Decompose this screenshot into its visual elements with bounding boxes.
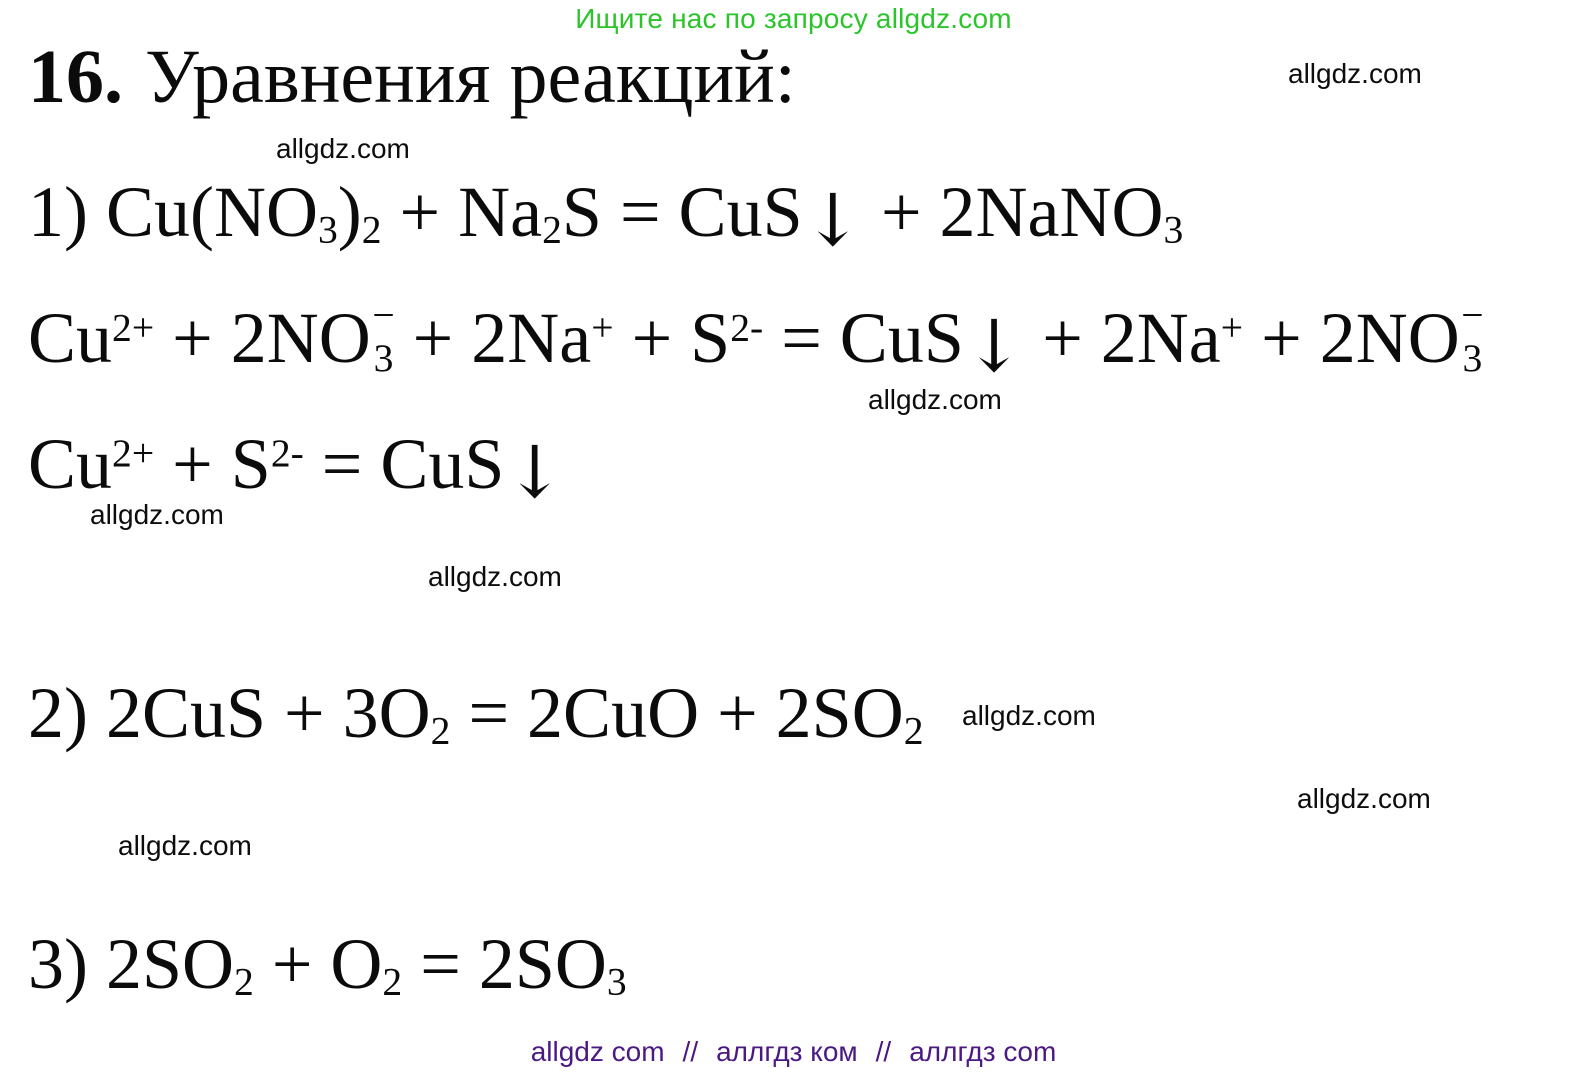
watermark: allgdz.com (276, 133, 410, 164)
watermark: allgdz.com (1297, 783, 1431, 814)
footer-link-allgdz: allgdz com (530, 1036, 665, 1067)
watermark: allgdz.com (868, 384, 1002, 415)
footer-link-allgdz-ru-2: аллгдз com (909, 1036, 1057, 1067)
precipitate-down-arrow: ↓ (802, 178, 863, 263)
precipitate-down-arrow: ↓ (504, 430, 565, 515)
footer-link-allgdz-ru-1: аллгдз ком (716, 1036, 858, 1067)
task-title-text: Уравнения реакций: (145, 35, 796, 119)
page-title (28, 34, 796, 121)
watermark: allgdz.com (428, 561, 562, 592)
watermark: allgdz.com (118, 830, 252, 861)
stacked-charge: − 3 (1461, 293, 1484, 380)
watermark: allgdz.com (90, 499, 224, 530)
precipitate-down-arrow: ↓ (963, 304, 1025, 389)
watermark: allgdz.com (1288, 58, 1422, 89)
promo-banner: Ищите нас по запросу allgdz.com (575, 3, 1012, 34)
footer-separator: // (875, 1036, 892, 1067)
equation-1-full-ionic: $Cu^{2+} + 2NO$ − 3 + $2Na^+ + S^{2-}$ = CuS↓ + 2Na+ + 2NO − 3 (28, 293, 1484, 389)
task-number: 16. (28, 35, 123, 119)
equation-1-molecular: 1) Cu(NO3)2 + Na2S = CuS↓ + 2NaNO3 (28, 172, 1184, 263)
footer-separator: // (682, 1036, 699, 1067)
footer-links (0, 1036, 1587, 1068)
equation-3: 3) 2SO2 + O2 = 2SO3 (28, 924, 627, 1004)
watermark: allgdz.com (962, 700, 1096, 731)
equation-2: 2) 2CuS + 3O2 = 2CuO + 2SO2 (28, 673, 924, 753)
equation-1-net-ionic: $Cu^{2+} + S^{2-}$ = CuS↓ (28, 424, 565, 515)
stacked-charge: − 3 (372, 293, 395, 380)
